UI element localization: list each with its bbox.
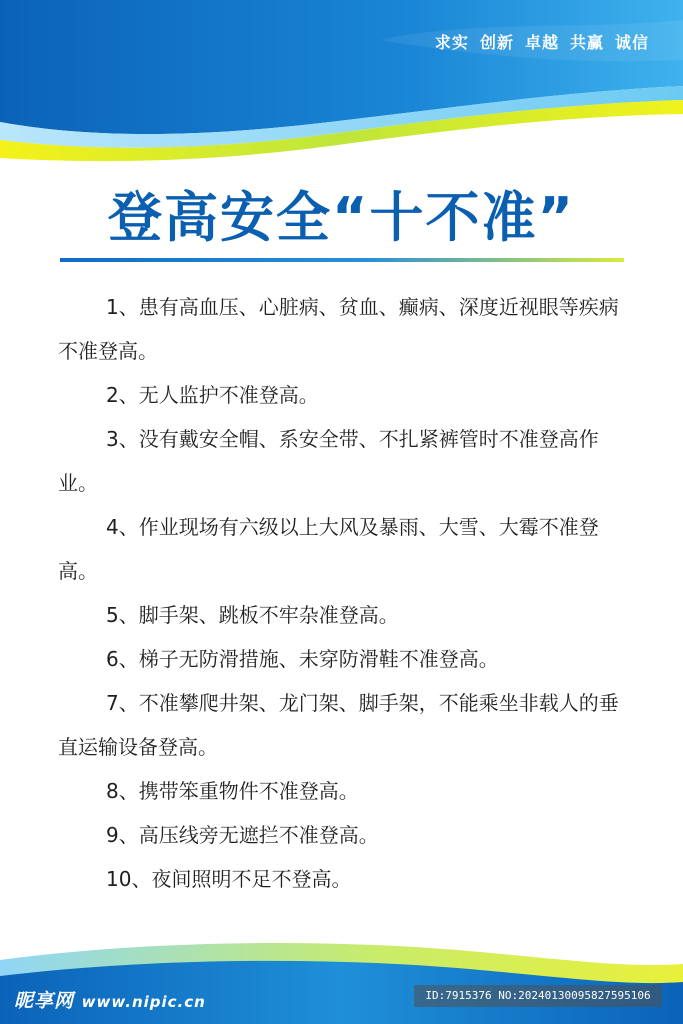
rule-item: 3、没有戴安全帽、系安全带、不扎紧裤管时不准登高作业。 bbox=[58, 427, 599, 495]
rule-item: 6、梯子无防滑措施、未穿防滑鞋不准登高。 bbox=[106, 647, 499, 671]
rule-item: 10、夜间照明不足不登高。 bbox=[106, 867, 352, 891]
rules-list bbox=[58, 285, 626, 901]
slogan-item: 求实 bbox=[434, 33, 469, 52]
header-slogans bbox=[435, 30, 649, 53]
rule-item: 4、作业现场有六级以上大风及暴雨、大雪、大霉不准登高。 bbox=[58, 515, 599, 583]
rule-item: 2、无人监护不准登高。 bbox=[106, 383, 319, 407]
header-wave-banner bbox=[0, 0, 683, 170]
watermark-url: www.nipic.cn bbox=[81, 993, 206, 1011]
slogan-item: 共赢 bbox=[569, 33, 604, 52]
rule-item: 8、携带笨重物件不准登高。 bbox=[106, 779, 359, 803]
watermark-logo-text: 昵享网 bbox=[14, 990, 75, 1012]
rule-item: 9、高压线旁无遮拦不准登高。 bbox=[106, 823, 379, 847]
page-title: 登高安全“十不准” bbox=[108, 186, 575, 249]
title-underline bbox=[60, 258, 624, 262]
watermark-id-box: ID:7915376 NO:20240130095827595106 bbox=[414, 985, 662, 1007]
rule-item: 7、不准攀爬井架、龙门架、脚手架，不能乘坐非载人的垂直运输设备登高。 bbox=[58, 691, 619, 759]
slogan-item: 卓越 bbox=[524, 33, 559, 52]
slogan-item: 诚信 bbox=[614, 33, 649, 52]
rule-item: 5、脚手架、跳板不牢杂准登高。 bbox=[106, 603, 399, 627]
slogan-item: 创新 bbox=[479, 33, 514, 52]
watermark-logo bbox=[14, 986, 206, 1013]
rule-item: 1、患有高血压、心脏病、贫血、癫病、深度近视眼等疾病不准登高。 bbox=[58, 295, 619, 363]
